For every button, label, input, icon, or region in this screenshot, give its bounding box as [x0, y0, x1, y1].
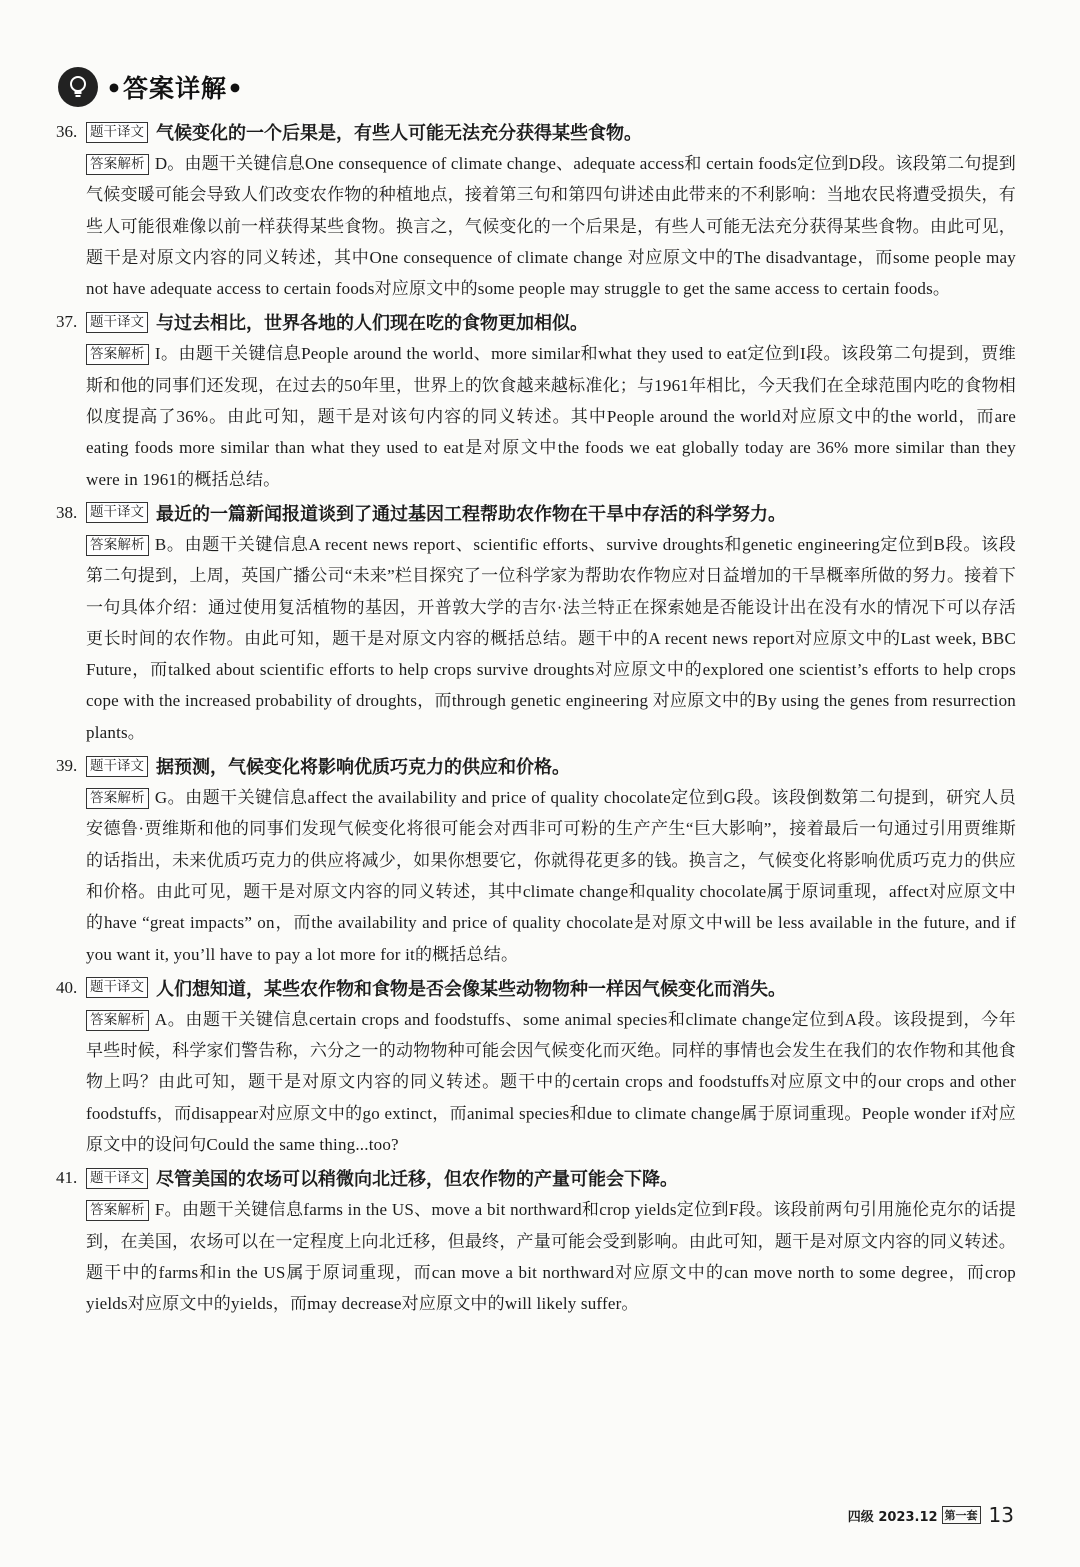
analysis-tag: 答案解析 — [86, 154, 149, 175]
answer-item — [56, 1162, 1016, 1319]
section-header — [58, 66, 244, 108]
answer-item — [56, 306, 1016, 494]
answer-item — [56, 497, 1016, 748]
answer-analysis — [86, 148, 1016, 304]
translation-tag: 题干译文 — [86, 502, 148, 523]
question-number: 37. — [56, 312, 78, 332]
question-translation: 最近的一篇新闻报道谈到了通过基因工程帮助农作物在干旱中存活的科学努力。 — [156, 503, 786, 525]
question-translation: 人们想知道，某些农作物和食物是否会像某些动物物种一样因气候变化而消失。 — [156, 978, 786, 1000]
question-translation: 尽管美国的农场可以稍微向北迁移，但农作物的产量可能会下降。 — [156, 1169, 678, 1191]
question-translation: 气候变化的一个后果是，有些人可能无法充分获得某些食物。 — [156, 123, 642, 144]
answer-analysis — [86, 1004, 1016, 1160]
analysis-text: I。由题干关键信息People around the world、more similar和what they used to eat定位到I段。该段第二句提到，贾维斯和他的同事们还发现，在过去的50年里，世界上的饮食越来越标准化；与1961年相比，今天我们在全球范围内吃的食物相似度提高了36%。由此可知，题干是对该句内容的同义转述。其中People around the world对应原文中的the world，而are eating foods more similar than what they used to eat是对原文中the foods we eat globally today are 36% more similar than they were in 1961的概括总结。 — [86, 344, 1016, 489]
question-translation: 据预测，气候变化将影响优质巧克力的供应和价格。 — [156, 757, 570, 779]
answer-analysis — [86, 1194, 1016, 1319]
translation-tag: 题干译文 — [86, 756, 148, 777]
answer-analysis — [86, 529, 1016, 748]
exam-level: 四级 2023.12 — [847, 1509, 938, 1525]
question-number: 36. — [56, 122, 78, 141]
question-translation: 与过去相比，世界各地的人们现在吃的食物更加相似。 — [156, 313, 588, 335]
analysis-tag: 答案解析 — [86, 1200, 149, 1221]
analysis-text: B。由题干关键信息A recent news report、scientific efforts、survive droughts和genetic engineering定位到B段。该段第二句提到，上周，英国广播公司“未来”栏目探究了一位科学家为帮助农作物应对日益增加的干旱概率所做的努力。接着下一句具体介绍：通过使用复活植物的基因，开普敦大学的吉尔·法兰特正在探索她是否能设计出在没有水的情况下可以存活更长时间的农作物。由此可知，题干是对原文内容的概括总结。题干中的A recent news report对应原文中的Last week, BBC Future，而talked about scientific efforts to help crops survive droughts对应原文中的explored one scientist’s efforts to help crops cope with the increased probability of droughts，而through genetic engineering 对应原文中的By using the genes from resurrection plants。 — [86, 534, 1016, 742]
question-number: 39. — [56, 756, 78, 776]
answer-item — [56, 116, 1016, 304]
question-number: 40. — [56, 977, 78, 997]
analysis-tag: 答案解析 — [86, 344, 149, 365]
translation-tag: 题干译文 — [86, 312, 148, 333]
translation-tag: 题干译文 — [86, 122, 148, 143]
question-number: 38. — [56, 502, 78, 522]
question-number: 41. — [56, 1168, 78, 1188]
section-title: •答案详解• — [106, 74, 244, 103]
answer-item — [56, 972, 1016, 1160]
answer-analysis — [86, 782, 1016, 970]
analysis-text: F。由题干关键信息farms in the US、move a bit northward和crop yields定位到F段。该段前两句引用施伦克尔的话提到，在美国，农场可以在一定程度上向北迁移，但最终，产量可能会受到影响。由此可知，题干是对原文内容的同义转述。题干中的farms和in the US属于原词重现，而can move a bit northward对应原文中的can move north to some degree，而crop yields对应原文中的yields，而may decrease对应原文中的will likely suffer。 — [86, 1200, 1016, 1314]
page-footer — [848, 1503, 1014, 1527]
analysis-tag: 答案解析 — [86, 1010, 149, 1031]
translation-tag: 题干译文 — [86, 1168, 148, 1189]
analysis-tag: 答案解析 — [86, 535, 149, 556]
analysis-text: G。由题干关键信息affect the availability and price of quality chocolate定位到G段。该段倒数第二句提到，研究人员安德鲁·贾维斯和他的同事们发现气候变化将很可能会对西非可可粉的生产产生“巨大影响”，接着最后一句通过引用贾维斯的话指出，未来优质巧克力的供应将减少，如果你想要它，你就得花更多的钱。换言之，气候变化将影响优质巧克力的供应和价格。由此可见，题干是对原文内容的同义转述，其中climate change和quality chocolate属于原词重现，affect对应原文中的have “great impacts” on，而the availability and price of quality chocolate是对原文中will be less available in the future, and if you want it, you’ll have to pay a lot more for it的概括总结。 — [86, 788, 1016, 964]
answer-list — [56, 116, 1016, 1322]
page-number: 13 — [988, 1503, 1014, 1527]
answer-analysis — [86, 338, 1016, 494]
lightbulb-icon — [58, 67, 98, 107]
answer-item — [56, 750, 1016, 970]
analysis-text: D。由题干关键信息One consequence of climate change、adequate access和 certain foods定位到D段。该段第二句提到气候变暖可能会导致人们改变农作物的种植地点，接着第三句和第四句讲述由此带来的不利影响：当地农民将遭受损失，有些人可能很难像以前一样获得某些食物。换言之，气候变化的一个后果是，有些人可能无法充分获得某些食物。由此可见，题干是对原文内容的同义转述，其中One consequence of climate change 对应原文中的The disadvantage，而some people may not have adequate access to certain foods对应原文中的some people may struggle to get the same access to certain foods。 — [86, 154, 1016, 299]
analysis-text: A。由题干关键信息certain crops and foodstuffs、some animal species和climate change定位到A段。该段提到，今年早些时候，科学家们警告称，六分之一的动物物种可能会因气候变化而灭绝。同样的事情也会发生在我们的农作物和其他食物上吗？由此可知，题干是对原文内容的同义转述。题干中的certain crops and foodstuffs对应原文中的our crops and other foodstuffs，而disappear对应原文中的go extinct，而animal species和due to climate change属于原词重现。People wonder if对应原文中的设问句Could the same thing...too? — [86, 1009, 1016, 1155]
analysis-tag: 答案解析 — [86, 788, 149, 809]
translation-tag: 题干译文 — [86, 977, 148, 998]
set-badge: 第一套 — [942, 1506, 981, 1524]
